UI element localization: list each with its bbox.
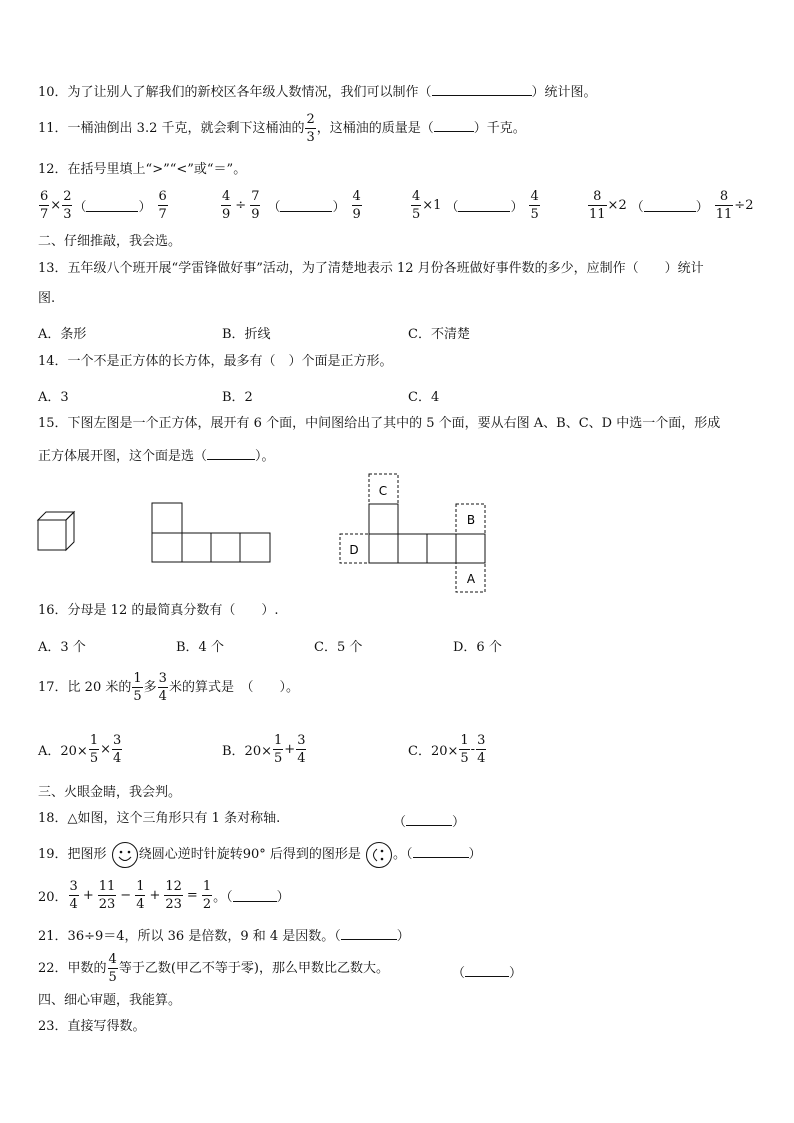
option-c[interactable]: C．5 个 [314,640,363,655]
question-13: 13．五年级八个班开展“学雷锋做好事”活动，为了清楚地表示 12 月份各班做好事件数的多少，应制作（ ）统计 [38,261,704,276]
question-22: 22．甲数的 $\frac{4}{5}$ 等于乙数(甲乙不等于零)，那么甲数比乙数大。 [38,952,389,985]
question-18: 18．△如图，这个三角形只有 1 条对称轴. [38,811,281,826]
option-c[interactable]: C．20× $\frac{1}{5}$ - $\frac{3}{4}$ [408,733,486,766]
answer-blank[interactable] [280,199,332,212]
question-15: 15．下图左图是一个正方体，展开有 6 个面，中间图给出了其中的 5 个面，要从右图 A、B、C、D 中选一个面，形成 [38,416,721,431]
answer-blank[interactable] [207,447,255,460]
partial-net-figure [151,502,273,564]
question-14: 14．一个不是正方体的长方体，最多有（ ）个面是正方形。 [38,354,393,369]
answer-blank[interactable] [86,199,138,212]
compare-item-1: $\frac{6}{7}$ × $\frac{2}{3}$ （ ） $\frac{6}{7}$ [40,189,167,222]
answer-blank[interactable] [465,964,509,977]
answer-blank[interactable] [413,845,469,858]
option-a[interactable]: A．条形 [38,327,87,342]
answer-blank[interactable] [458,199,510,212]
label-a: A [466,572,476,586]
answer-blank[interactable] [432,83,532,96]
option-c[interactable]: C．4 [408,390,440,405]
answer-blank[interactable] [644,199,696,212]
compare-item-2: $\frac{4}{9}$ ÷ $\frac{7}{9}$ （ ） $\frac{4}{9}$ [222,189,361,222]
answer-blank[interactable] [434,119,474,132]
compare-item-3: $\frac{4}{5}$ ×1 （ ） $\frac{4}{5}$ [412,189,539,222]
option-b[interactable]: B．2 [222,390,253,405]
compare-item-4: $\frac{8}{11}$ ×2 （ ） $\frac{8}{11}$ ÷2 [589,189,754,222]
fraction: $\frac{2}{3}$ [306,112,315,145]
section-3-heading: 三、火眼金睛，我会判。 [38,785,182,800]
option-a[interactable]: A．20× $\frac{1}{5}$ × $\frac{3}{4}$ [38,733,122,766]
option-a[interactable]: A．3 [38,390,69,405]
answer-blank[interactable] [341,927,397,940]
cube-figure [36,508,80,552]
question-12: 12．在括号里填上“>”“<”或“＝”。 [38,162,247,177]
rotated-smiley-icon [365,841,393,869]
q10-text: 10．为了让别人了解我们的新校区各年级人数情况，我们可以制作（ [38,85,432,100]
option-b[interactable]: B．20× $\frac{1}{5}$ + $\frac{3}{4}$ [222,733,306,766]
question-19: 19．把图形 绕圆心逆时针旋转90° 后得到的图形是 。（ ） [38,840,482,870]
option-d[interactable]: D．6 个 [453,640,502,655]
option-b[interactable]: B．折线 [222,327,271,342]
option-c[interactable]: C．不清楚 [408,327,470,342]
question-11: 11．一桶油倒出 3.2 千克，就会剩下这桶油的 $\frac{2}{3}$ ，这桶油的质量是（ ）千克。 [38,112,526,145]
question-16: 16．分母是 12 的最简真分数有（ ）. [38,603,279,618]
question-21: 21．36÷9＝4，所以 36 是倍数，9 和 4 是因数。（ ） [38,929,410,944]
smiley-face-icon [111,841,139,869]
section-4-heading: 四、细心审题，我能算。 [38,993,182,1008]
question-20: 20． $\frac{3}{4}$ + $\frac{11}{23}$ − $\frac{1}{4}$ + $\frac{12}{23}$ = $\frac{1}{2}$ 。（ ） [38,879,290,912]
question-10: 10．为了让别人了解我们的新校区各年级人数情况，我们可以制作（ ）统计图。 [38,85,597,100]
question-17: 17．比 20 米的 $\frac{1}{5}$ 多 $\frac{3}{4}$ 米的算式是 （ ）。 [38,671,299,704]
answer-blank[interactable] [233,889,277,902]
answer-blank[interactable] [406,813,452,826]
net-choices-figure [336,472,492,594]
label-c: C [378,484,388,498]
option-a[interactable]: A．3 个 [38,640,86,655]
question-23: 23．直接写得数。 [38,1019,146,1034]
label-b: B [466,513,476,527]
option-b[interactable]: B．4 个 [176,640,224,655]
label-d: D [349,543,359,557]
section-2-heading: 二、仔细推敲，我会选。 [38,234,182,249]
